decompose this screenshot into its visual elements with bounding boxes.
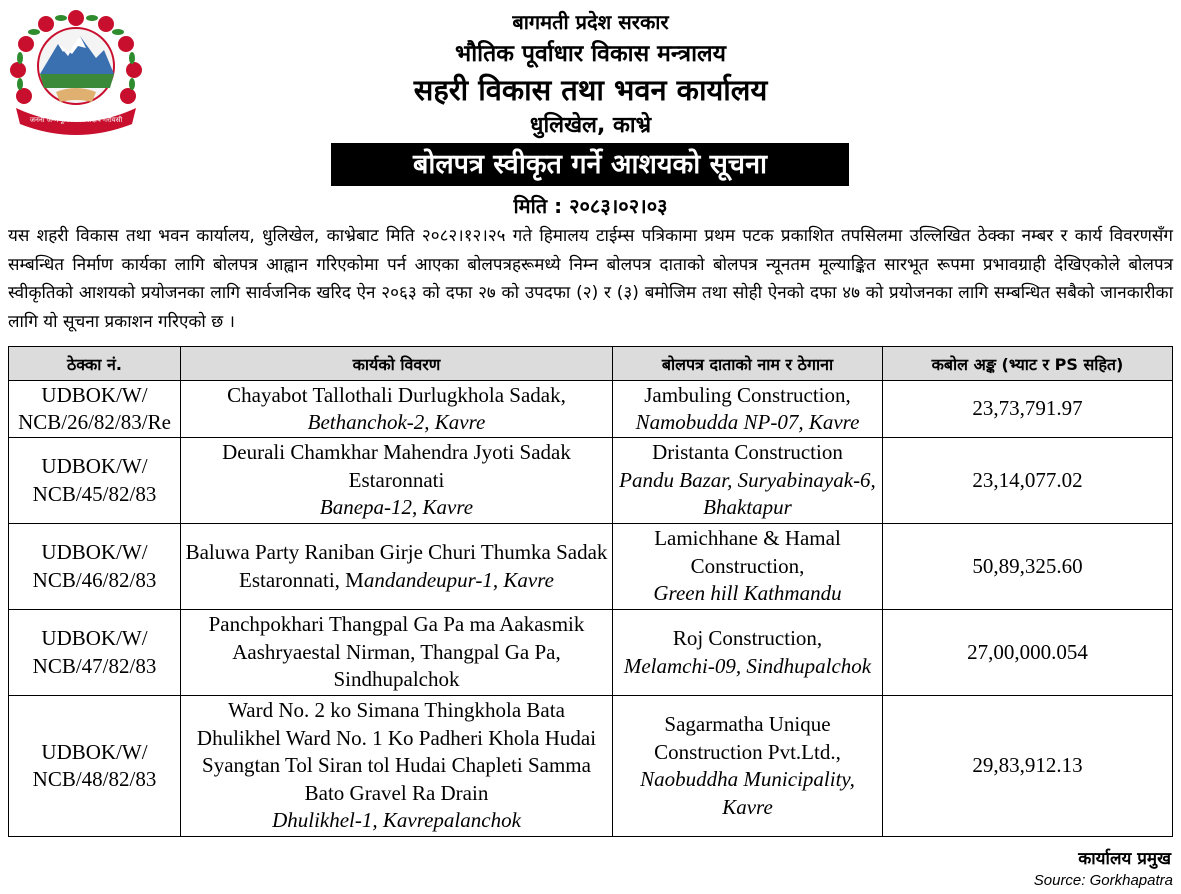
contract-no-cell: UDBOK/W/ NCB/26/82/83/Re bbox=[9, 381, 181, 438]
source-credit: Source: Gorkhapatra bbox=[1033, 872, 1173, 889]
contract-no-cell: UDBOK/W/ NCB/47/82/83 bbox=[9, 610, 181, 696]
ministry-name: भौतिक पूर्वाधार विकास मन्त्रालय bbox=[455, 41, 726, 67]
work-description-cell: Panchpokhari Thangpal Ga Pa ma Aakasmik Aashryaestal Nirman, Thangpal Ga Pa, Sindhupalchok bbox=[181, 610, 613, 696]
work-description-cell: Chayabot Tallothali Durlugkhola Sadak, Bethanchok-2, Kavre bbox=[181, 381, 613, 438]
bidder-cell: Lamichhane & Hamal Construction, Green hill Kathmandu bbox=[613, 524, 883, 610]
office-location: धुलिखेल, काभ्रे bbox=[529, 113, 652, 138]
notice-date: मिति : २०८३।०२।०३ bbox=[513, 194, 668, 218]
work-description-cell: Baluwa Party Raniban Girje Churi Thumka Sadak Estaronnati, Mandandeupur-1, Kavre bbox=[181, 524, 613, 610]
table-row bbox=[9, 610, 1173, 696]
bidder-cell: Jambuling Construction, Namobudda NP-07, Kavre bbox=[613, 381, 883, 438]
amount-cell: 50,89,325.60 bbox=[883, 524, 1173, 610]
table-row bbox=[9, 696, 1173, 837]
table-header-row bbox=[9, 347, 1173, 381]
notice-title-banner: बोलपत्र स्वीकृत गर्ने आशयको सूचना bbox=[331, 143, 849, 186]
amount-cell: 27,00,000.054 bbox=[883, 610, 1173, 696]
table-row bbox=[9, 438, 1173, 524]
header-work-description: कार्यको विवरण bbox=[181, 347, 613, 381]
emblem-motto: जननी जन्मभूमिश्च स्वर्गादपि गरीयसी bbox=[29, 116, 123, 124]
bidder-cell: Dristanta Construction Pandu Bazar, Suryabinayak-6, Bhaktapur bbox=[613, 438, 883, 524]
header-contract-no: ठेक्का नं. bbox=[9, 347, 181, 381]
office-name: सहरी विकास तथा भवन कार्यालय bbox=[413, 73, 768, 107]
header-bidder: बोलपत्र दाताको नाम र ठेगाना bbox=[613, 347, 883, 381]
contract-no-cell: UDBOK/W/ NCB/46/82/83 bbox=[9, 524, 181, 610]
amount-cell: 29,83,912.13 bbox=[883, 696, 1173, 837]
work-description-cell: Deurali Chamkhar Mahendra Jyoti Sadak Estaronnati Banepa-12, Kavre bbox=[181, 438, 613, 524]
header-amount: कबोल अङ्क (भ्याट र PS सहित) bbox=[883, 347, 1173, 381]
amount-cell: 23,14,077.02 bbox=[883, 438, 1173, 524]
contract-no-cell: UDBOK/W/ NCB/45/82/83 bbox=[9, 438, 181, 524]
signature-office-chief: कार्यालय प्रमुख bbox=[1078, 849, 1171, 869]
work-description-cell: Ward No. 2 ko Simana Thingkhola Bata Dhulikhel Ward No. 1 Ko Padheri Khola Hudai Syangtan Tol Siran tol Hudai Chapleti Samma Bato Gravel Ra Drain Dhulikhel-1, Kavrepalanchok bbox=[181, 696, 613, 837]
notice-paragraph: यस शहरी विकास तथा भवन कार्यालय, धुलिखेल, काभ्रेबाट मिति २०८२।१२।२५ गते हिमालय टाईम्स पत्रिकामा प्रथम पटक प्रकाशित तपसिलमा उल्लिखित ठेक्का नम्बर र कार्य विवरणसँग सम्बन्धित निर्माण कार्यका लागि बोलपत्र आह्वान गरिएकोमा पर्न आएका बोलपत्रहरूमध्ये निम्न बोलपत्र दाताको बोलपत्र न्यूनतम मूल्याङ्कित सारभूत रूपमा प्रभावग्राही देखिएकोले बोलपत्र स्वीकृतिको आशयको प्रयोजनका लागि सार्वजनिक खरिद ऐन २०६३ को दफा २७ को उपदफा (२) र (३) बमोजिम तथा सोही ऐनको दफा ४७ को प्रयोजनका लागि सम्बन्धित सबैको जानकारीका लागि यो सूचना प्रकाशन गरिएको छ । bbox=[8, 226, 1173, 332]
contract-no-cell: UDBOK/W/ NCB/48/82/83 bbox=[9, 696, 181, 837]
province-name: बागमती प्रदेश सरकार bbox=[512, 10, 669, 34]
table-row bbox=[9, 524, 1173, 610]
bid-acceptance-table bbox=[8, 346, 1173, 837]
amount-cell: 23,73,791.97 bbox=[883, 381, 1173, 438]
table-row bbox=[9, 381, 1173, 438]
bidder-cell: Sagarmatha Unique Construction Pvt.Ltd., Naobuddha Municipality, Kavre bbox=[613, 696, 883, 837]
bidder-cell: Roj Construction, Melamchi-09, Sindhupalchok bbox=[613, 610, 883, 696]
